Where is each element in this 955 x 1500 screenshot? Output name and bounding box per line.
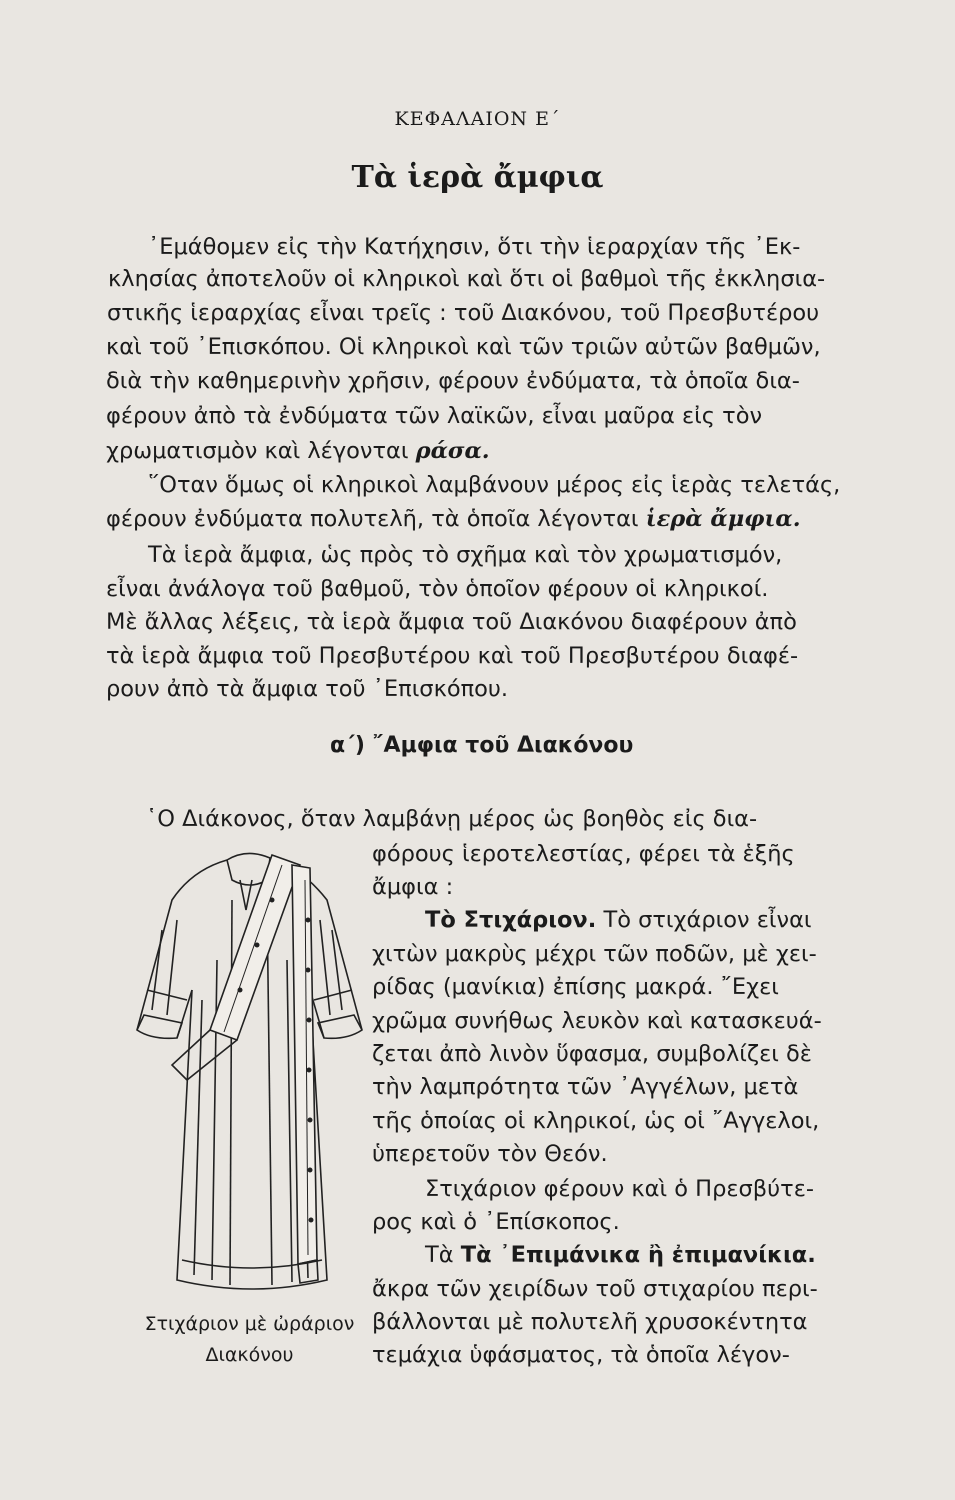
paragraph-line: εἶναι ἀνάλογα τοῦ βαθμοῦ, τὸν ὁποῖον φέρουν οἱ κληρικοί. [106,576,769,602]
paragraph-line: ᾿Εμάθομεν εἰς τὴν Κατήχησιν, ὅτι τὴν ἱεραρχίαν τῆς ᾿Εκ- [148,234,801,260]
paragraph-line: τὰ ἱερὰ ἄμφια τοῦ Πρεσβυτέρου καὶ τοῦ Πρεσβυτέρου διαφέ- [106,643,799,669]
paragraph-line: Τὰ ἱερὰ ἄμφια, ὡς πρὸς τὸ σχῆμα καὶ τὸν χρωματισμόν, [148,542,783,568]
paragraph-line: ρος καὶ ὁ ᾿Επίσκοπος. [372,1209,620,1235]
page-title: Τὰ ἱερὰ ἄμφια [351,160,604,195]
line-text: χρωματισμὸν καὶ λέγονται [106,438,409,464]
line-text: Τὰ [425,1242,454,1268]
paragraph-line: στικῆς ἱεραρχίας εἶναι τρεῖς : τοῦ Διακόνου, τοῦ Πρεσβυτέρου [107,300,820,326]
heading-epimanika [461,1242,816,1268]
paragraph-line: καὶ τοῦ ᾿Επισκόπου. Οἱ κληρικοὶ καὶ τῶν τριῶν αὐτῶν βαθμῶν, [106,334,821,360]
paragraph-line [425,1240,816,1270]
emphasis-hiera-amfia: ἱερὰ ἄμφια. [645,506,801,532]
chapter-heading: ΚΕΦΑΛΑΙΟΝ Ε΄ [394,108,561,130]
paragraph-line: τῆς ὁποίας οἱ κληρικοί, ὡς οἱ ῎Αγγελοι, [372,1108,820,1134]
paragraph-line [106,436,490,466]
paragraph-line: φέρουν ἀπὸ τὰ ἐνδύματα τῶν λαϊκῶν, εἶναι μαῦρα εἰς τὸν [106,403,763,429]
paragraph-line: βάλλονται μὲ πολυτελῆ χρυσοκέντητα [372,1309,808,1335]
paragraph-line: φόρους ἱεροτελεστίας, φέρει τὰ ἑξῆς [372,841,795,867]
emphasis-rasa: ράσα. [415,438,490,464]
figure-caption-line-1: Στιχάριον μὲ ὠράριον [144,1313,355,1335]
heading-epimanika-text: Τὰ ᾿Επιμάνικα ἢ ἐπιμανίκια. [460,1242,816,1268]
line-text: Τὸ στιχάριον εἶναι [603,907,812,933]
sticharion-illustration [132,840,367,1300]
paragraph-line: ἄμφια : [372,874,454,900]
section-subheading: α΄) ῎Αμφια τοῦ Διακόνου [330,733,634,758]
paragraph-line: ῞Οταν ὅμως οἱ κληρικοὶ λαμβάνουν μέρος εἰς ἱερὰς τελετάς, [148,472,841,498]
line-text: φέρουν ἐνδύματα πολυτελῆ, τὰ ὁποῖα λέγονται [106,506,639,532]
paragraph-line: τὴν λαμπρότητα τῶν ᾿Αγγέλων, μετὰ [372,1074,799,1100]
paragraph-line: τεμάχια ὑφάσματος, τὰ ὁποῖα λέγον- [372,1342,790,1368]
figure-caption-line-2: Διακόνου [205,1344,294,1366]
paragraph-line: Μὲ ἄλλας λέξεις, τὰ ἱερὰ ἄμφια τοῦ Διακόνου διαφέρουν ἀπὸ [106,609,797,635]
paragraph-line: ἄκρα τῶν χειρίδων τοῦ στιχαρίου περι- [372,1276,818,1302]
paragraph-line: ρίδας (μανίκια) ἐπίσης μακρά. ῎Εχει [372,974,779,1000]
paragraph-line: χρῶμα συνήθως λευκὸν καὶ κατασκευά- [372,1008,822,1034]
paragraph-line [425,905,812,935]
paragraph-line: ῾Ο Διάκονος, ὅταν λαμβάνῃ μέρος ὡς βοηθὸς εἰς δια- [146,806,758,832]
paragraph-line: ὑπερετοῦν τὸν Θεόν. [372,1141,608,1167]
paragraph-line: χιτὼν μακρὺς μέχρι τῶν ποδῶν, μὲ χει- [372,941,817,967]
paragraph-line: ζεται ἀπὸ λινὸν ὕφασμα, συμβολίζει δὲ [372,1041,812,1067]
heading-sticharion: Τὸ Στιχάριον. [425,907,597,933]
paragraph-line [106,504,801,534]
paragraph-line: κλησίας ἀποτελοῦν οἱ κληρικοὶ καὶ ὅτι οἱ βαθμοὶ τῆς ἐκκλησια- [108,266,826,292]
paragraph-line: Στιχάριον φέρουν καὶ ὁ Πρεσβύτε- [425,1176,814,1202]
paragraph-line: ρουν ἀπὸ τὰ ἄμφια τοῦ ᾿Επισκόπου. [106,676,509,702]
paragraph-line: διὰ τὴν καθημερινὴν χρῆσιν, φέρουν ἐνδύματα, τὰ ὁποῖα δια- [106,368,800,394]
